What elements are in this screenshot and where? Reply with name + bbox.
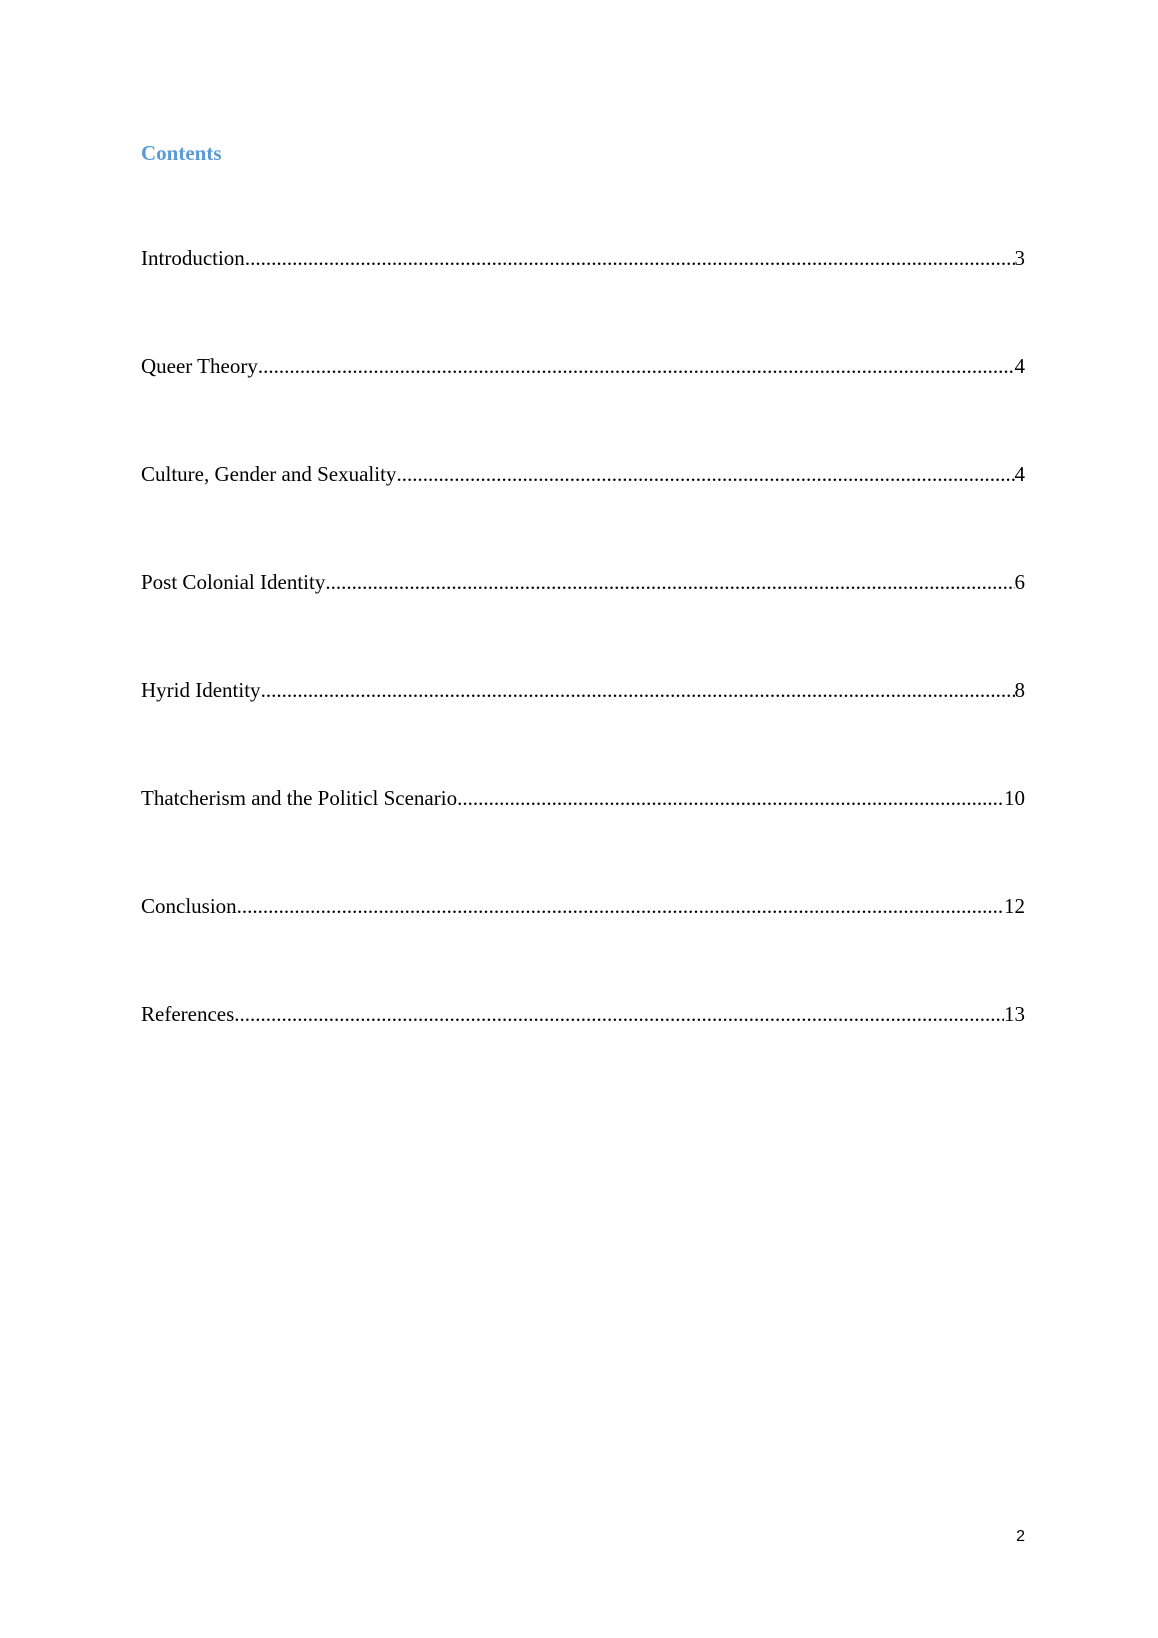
- toc-dot-leader: [261, 676, 1015, 704]
- toc-dot-leader: [258, 352, 1015, 380]
- toc-entry-introduction[interactable]: [141, 244, 1025, 352]
- toc-entry-conclusion[interactable]: [141, 892, 1025, 1000]
- toc-heading: Contents: [141, 141, 222, 165]
- toc-entry-title: Queer Theory: [141, 354, 258, 378]
- toc-dot-leader: [234, 1000, 1004, 1028]
- toc-entry-page: 3: [1014, 246, 1025, 270]
- toc-entry-page: 4: [1014, 354, 1025, 378]
- toc-dot-leader: [237, 892, 1004, 920]
- toc-dot-leader: [245, 244, 1015, 272]
- toc-entry-page: 4: [1014, 462, 1025, 486]
- toc-entry-page: 13: [1004, 1002, 1025, 1026]
- toc-entry-title: Hyrid Identity: [141, 678, 261, 702]
- toc-entry-culture-gender-sexuality[interactable]: [141, 460, 1025, 568]
- toc-entry-title: Introduction: [141, 246, 245, 270]
- toc-dot-leader: [396, 460, 1014, 488]
- toc-entry-queer-theory[interactable]: [141, 352, 1025, 460]
- toc-dot-leader: [457, 784, 1004, 812]
- toc-entry-title: Thatcherism and the Politicl Scenario: [141, 786, 458, 810]
- toc-entry-page: 10: [1004, 786, 1025, 810]
- toc-entry-page: 6: [1014, 570, 1025, 594]
- toc-entry-post-colonial-identity[interactable]: [141, 568, 1025, 676]
- toc-entry-title: Conclusion: [141, 894, 237, 918]
- toc-entry-thatcherism[interactable]: [141, 784, 1025, 892]
- toc-dot-leader: [325, 568, 1014, 596]
- toc-entry-references[interactable]: [141, 1000, 1025, 1108]
- toc-entry-title: Post Colonial Identity: [141, 570, 326, 594]
- toc-entry-hyrid-identity[interactable]: [141, 676, 1025, 784]
- toc-entry-page: 8: [1014, 678, 1025, 702]
- table-of-contents: [141, 244, 1025, 1108]
- page-number: 2: [1016, 1528, 1025, 1545]
- toc-entry-title: Culture, Gender and Sexuality: [141, 462, 397, 486]
- toc-entry-title: References: [141, 1002, 235, 1026]
- toc-entry-page: 12: [1004, 894, 1025, 918]
